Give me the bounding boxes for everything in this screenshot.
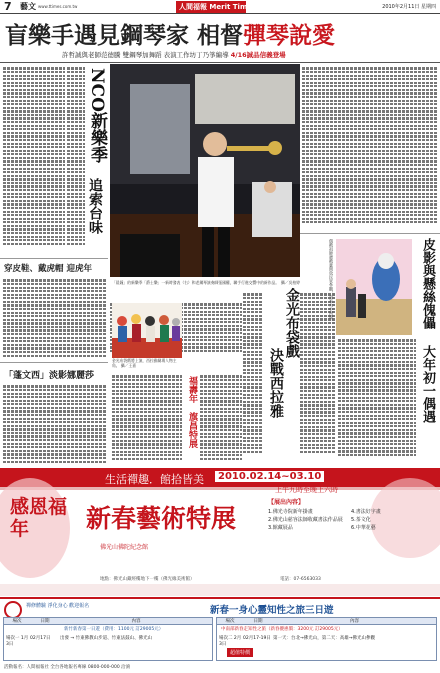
trumpet-caption: 「晨鐘」的新樂季「爵士樂」一新時發表（右）和老鋼琴演奏師張國權，聯手行進交響中的新作品。 攝／吳柏婷 <box>112 280 300 285</box>
left-article-text <box>3 66 65 254</box>
left-article-text-2 <box>67 66 85 254</box>
tour-footer: 活動報名：人間福報社 全台各地報名專線 0800-000-000 洽詢 <box>4 665 131 670</box>
trumpet-performance-image <box>110 64 300 277</box>
ad-list-item: 4.書法好字畫 <box>351 509 381 515</box>
ad-main-title: 新春藝術特展 <box>86 504 237 533</box>
shadow-title-2: 大年初一偶遇 <box>420 345 435 423</box>
headline-part1: 盲樂手遇見鋼琴家 相督 <box>5 22 244 49</box>
puppet-title-2: 決戰西拉雅 <box>268 348 284 418</box>
ad-top-slogan: 生活禪趣．館拾皆美 <box>105 473 204 486</box>
shadow-title-1: 皮影與懸絲傀儡 <box>420 238 435 329</box>
ad-list <box>268 497 428 541</box>
ad-hours: 上午九時至晚上六時 <box>275 486 338 494</box>
right-article-text <box>302 66 437 231</box>
ad-list-item: 5.茶文化 <box>351 517 371 523</box>
puppet-photo-caption: 金光布袋戲將上演，西拉雅劇場人物主角。 攝／王嘉 <box>112 358 177 368</box>
page-number: 7 <box>4 0 12 13</box>
subhead-text: 許哲誠與老師范德騰 雙鋼琴加舞蹈 表演工作坊丁乃箏編導 <box>62 51 229 59</box>
trumpet-photo <box>110 64 300 277</box>
ad-calligraphy: 感恩福年 <box>10 496 68 540</box>
art-exhibition-ad <box>0 468 440 596</box>
divider <box>300 233 440 234</box>
right-tour-table: 場次 日期 內容 中南部新春走知性之旅（新春優惠價：3200元 訂29005元） 場次二 2月3日 02月17-19日 第一天：台北→佛光山，第二天：高雄→佛光山參觀 超值特價 <box>216 617 437 661</box>
tour-ad <box>0 597 440 673</box>
puppet-photo <box>112 303 182 358</box>
puppet-group-image <box>112 303 182 358</box>
wenxi-title: 「蓬文西」淡影娜麗莎 <box>4 371 95 381</box>
tour-slogan: 新春一身心靈知性之旅三日遊 <box>210 605 334 616</box>
puppet-title-1: 金光布袋戲 <box>284 288 300 358</box>
divider <box>0 62 440 63</box>
blessing-title: 福壽年 旗昌特展 <box>187 376 197 448</box>
shadow-puppet-image <box>336 239 412 335</box>
wenxi-article-text <box>3 384 106 466</box>
subheadline <box>62 50 286 59</box>
section-name: 藝文 <box>20 2 36 11</box>
page-header <box>0 0 440 14</box>
shoes-title: 穿皮鞋、戴虎帽 迎虎年 <box>4 264 92 274</box>
blessing-text-2 <box>200 374 242 464</box>
nco-subtitle: 追索台味 <box>87 178 103 234</box>
ad-museum: 佛光山佛陀紀念館 <box>100 544 149 551</box>
shadow-puppet-photo <box>336 239 412 335</box>
subhead-date: 4/16誠品信義登場 <box>230 51 286 59</box>
issue-date: 2010年2月11日 星期四 <box>382 4 436 10</box>
shadow-article-text <box>338 338 416 464</box>
ad-list-item: 2.佛光山慈容法師收藏書法作品展 <box>268 517 343 523</box>
right-table-title: 中南部新春走知性之旅（新春優惠價：3200元 訂29005元） <box>221 627 343 632</box>
ad-list-title: 【展出內容】 <box>268 499 305 506</box>
main-headline <box>5 17 335 50</box>
ad-list-item: 3.館藏展品 <box>268 525 293 531</box>
left-tour-table: 場次 日期 內容 新竹新春第一日遊（費用：1100元 訂29005元） 場次一 1月3日 02月17日 出發 → 竹東佛教山步道、竹東法鼓山、佛光山 <box>3 617 213 661</box>
ad-list-item: 6.中華花藝 <box>351 525 376 531</box>
divider <box>0 362 108 363</box>
nco-title: NCO新樂季 <box>87 68 107 163</box>
newspaper-logo: 人間福報 Merit Times <box>176 1 246 13</box>
shadow-photo-caption: 偶戲祖師爺戲臺開放民眾參觀，全家大小同遊。 <box>329 239 334 323</box>
ad-list-item: 1.佛光寺院新年掛畫 <box>268 509 313 515</box>
ad-dates: 2010.02.14~03.10 <box>215 471 324 482</box>
price-badge: 超值特價 <box>227 648 253 657</box>
divider <box>0 258 108 259</box>
headline-part2: 彈琴說愛 <box>243 22 336 49</box>
puppet-article-text <box>243 292 263 462</box>
shoes-article-text <box>3 278 106 358</box>
center-text <box>172 302 242 354</box>
left-table-title: 新竹新春第一日遊（費用：1100元 訂29005元） <box>64 627 164 632</box>
tour-line2: 禪修體驗 淨化身心 歡迎報名 <box>26 603 90 609</box>
ad-footer-1: 地點：佛光山藏經樓地下一樓（佛光緣美術館） <box>100 577 195 582</box>
ad-footer-2: 電話：07-6563033 <box>280 577 321 582</box>
site-url: www.ttimes.com.tw <box>38 4 78 9</box>
blessing-text <box>112 374 182 464</box>
